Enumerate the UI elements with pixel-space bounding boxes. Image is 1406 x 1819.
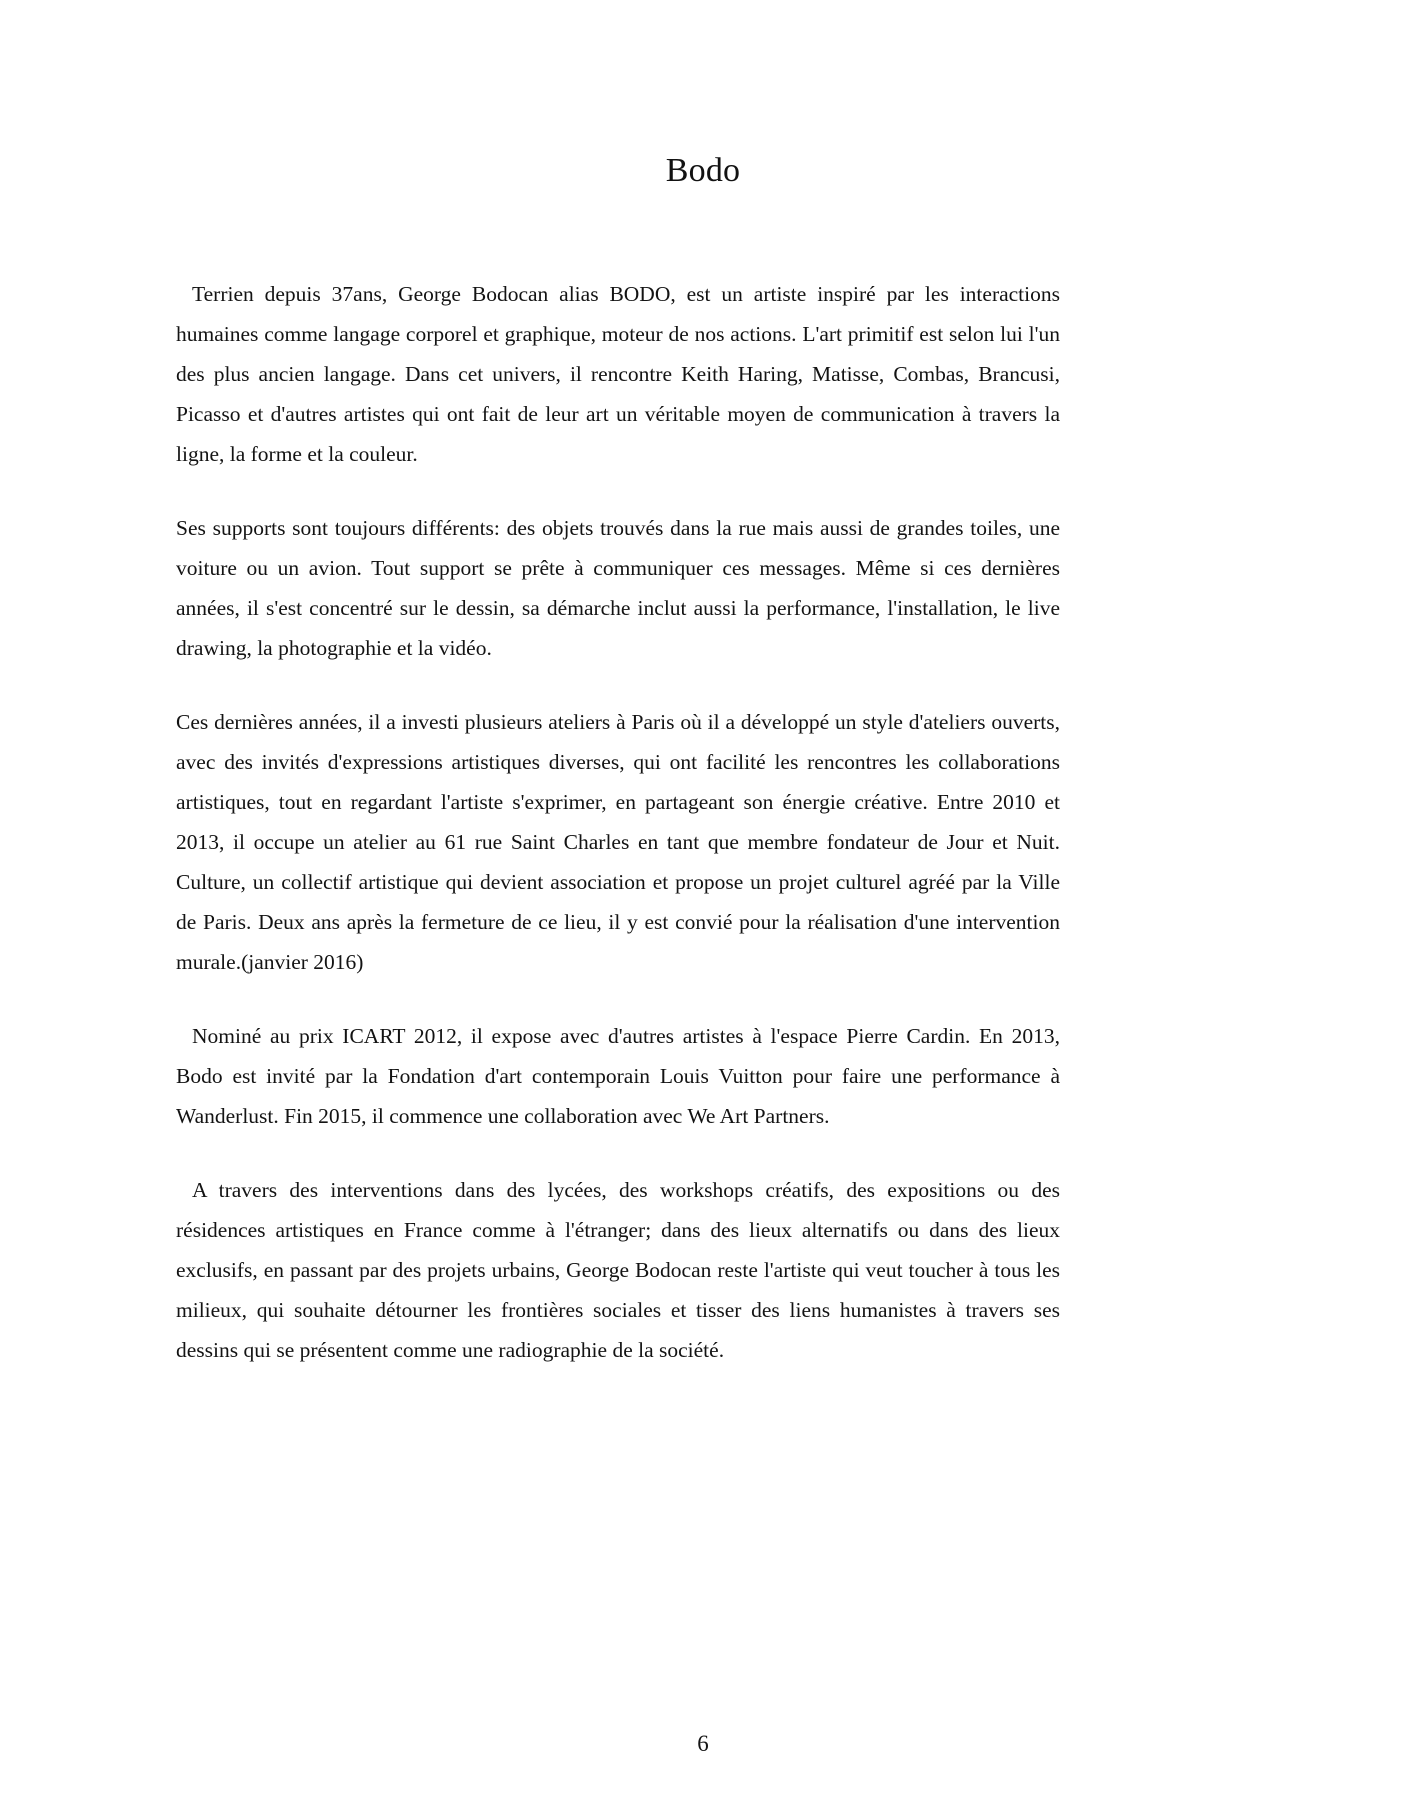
paragraph-prix: Nominé au prix ICART 2012, il expose avec d'autres artistes à l'espace Pierre Cardin. En 2013, Bodo est invité par la Fondation d'art contemporain Louis Vuitton pour faire une performance à Wanderlust. Fin 2015, il commence une collaboration avec We Art Partners. [176,1024,1060,1128]
document-body [176,274,1060,1370]
page-title: Bodo [665,151,741,189]
paragraph-supports: Ses supports sont toujours différents: des objets trouvés dans la rue mais aussi de grandes toiles, une voiture ou un avion. Tout support se prête à communiquer ces messages. Même si ces dernières années, il s'est concentré sur le dessin, sa démarche inclut aussi la performance, l'installation, le live drawing, la photographie et la vidéo. [176,516,1060,660]
paragraph-intro: Terrien depuis 37ans, George Bodocan alias BODO, est un artiste inspiré par les interactions humaines comme langage corporel et graphique, moteur de nos actions. L'art primitif est selon lui l'un des plus ancien langage. Dans cet univers, il rencontre Keith Haring, Matisse, Combas, Brancusi, Picasso et d'autres artistes qui ont fait de leur art un véritable moyen de communication à travers la ligne, la forme et la couleur. [176,282,1060,466]
paragraph-interventions: A travers des interventions dans des lycées, des workshops créatifs, des expositions ou des résidences artistiques en France comme à l'étranger; dans des lieux alternatifs ou dans des lieux exclusifs, en passant par des projets urbains, George Bodocan reste l'artiste qui veut toucher à tous les milieux, qui souhaite détourner les frontières sociales et tisser des liens humanistes à travers ses dessins qui se présentent comme une radiographie de la société. [176,1178,1060,1362]
page-number: 6 [697,1731,709,1756]
paragraph-ateliers: Ces dernières années, il a investi plusieurs ateliers à Paris où il a développé un style d'ateliers ouverts, avec des invités d'expressions artistiques diverses, qui ont facilité les rencontres les collaborations artistiques, tout en regardant l'artiste s'exprimer, en partageant son énergie créative. Entre 2010 et 2013, il occupe un atelier au 61 rue Saint Charles en tant que membre fondateur de Jour et Nuit. Culture, un collectif artistique qui devient association et propose un projet culturel agréé par la Ville de Paris. Deux ans après la fermeture de ce lieu, il y est convié pour la réalisation d'une intervention murale.(janvier 2016) [176,710,1060,974]
